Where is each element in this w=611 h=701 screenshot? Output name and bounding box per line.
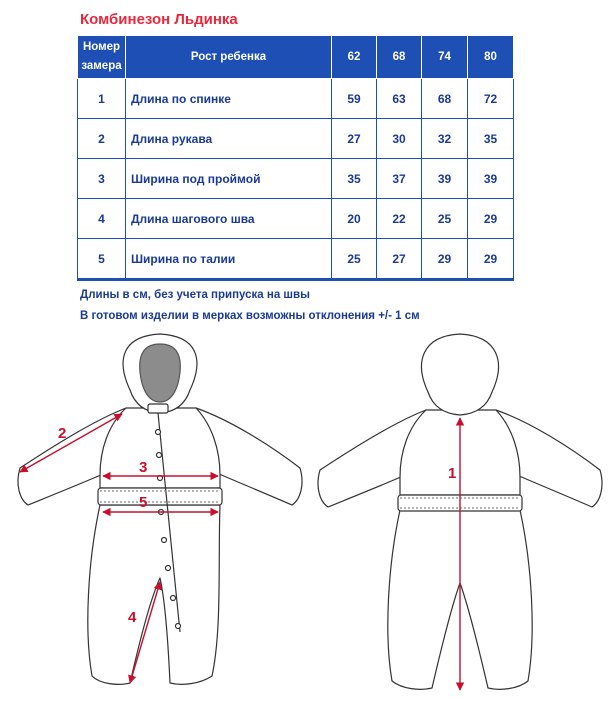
table-row [78, 199, 514, 239]
product-title: Комбинезон Льдинка [80, 11, 238, 28]
row-name: Длина по спинке [126, 79, 332, 119]
front-legs [88, 505, 220, 684]
note-tolerance: В готовом изделии в мерках возможны отклонения +/- 1 см [80, 310, 420, 322]
measure-label-5: 5 [139, 494, 148, 511]
header-size: 62 [332, 36, 377, 79]
cell-value: 20 [332, 199, 377, 239]
cell-value: 32 [422, 119, 468, 159]
size-table [77, 35, 514, 281]
measure-label-3: 3 [139, 459, 148, 476]
table-row [78, 79, 514, 119]
table-row [78, 239, 514, 280]
cell-value: 30 [377, 119, 422, 159]
cell-value: 27 [332, 119, 377, 159]
table-row [78, 119, 514, 159]
table-row [78, 159, 514, 199]
table-header-row [78, 36, 514, 79]
cell-value: 59 [332, 79, 377, 119]
row-number: 4 [78, 199, 126, 239]
row-name: Длина шагового шва [126, 199, 332, 239]
cell-value: 39 [422, 159, 468, 199]
header-size: 80 [468, 36, 514, 79]
header-num-line1: Номер [82, 41, 121, 53]
back-hood [422, 334, 499, 415]
header-num-line2: замера [81, 60, 122, 72]
row-name: Ширина под проймой [126, 159, 332, 199]
row-number: 2 [78, 119, 126, 159]
cell-value: 27 [377, 239, 422, 280]
measure-label-4: 4 [128, 609, 137, 626]
cell-value: 39 [468, 159, 514, 199]
note-units: Длины в см, без учета припуска на швы [80, 289, 310, 301]
cell-value: 29 [468, 199, 514, 239]
garment-illustration [0, 320, 611, 701]
header-child-height: Рост ребенка [126, 36, 332, 79]
header-size: 68 [377, 36, 422, 79]
cell-value: 29 [422, 239, 468, 280]
row-number: 5 [78, 239, 126, 280]
measure-label-1: 1 [448, 465, 457, 482]
header-measure-number [78, 36, 126, 79]
cell-value: 35 [332, 159, 377, 199]
cell-value: 25 [332, 239, 377, 280]
row-name: Ширина по талии [126, 239, 332, 280]
cell-value: 29 [468, 239, 514, 280]
cell-value: 22 [377, 199, 422, 239]
cell-value: 72 [468, 79, 514, 119]
header-size: 74 [422, 36, 468, 79]
cell-value: 37 [377, 159, 422, 199]
row-number: 3 [78, 159, 126, 199]
collar-tab [148, 404, 168, 413]
row-name: Длина рукава [126, 119, 332, 159]
front-view [18, 334, 302, 684]
cell-value: 25 [422, 199, 468, 239]
hood-lining-icon [140, 344, 181, 402]
cell-value: 63 [377, 79, 422, 119]
measure-label-2: 2 [58, 425, 67, 442]
cell-value: 35 [468, 119, 514, 159]
row-number: 1 [78, 79, 126, 119]
cell-value: 68 [422, 79, 468, 119]
